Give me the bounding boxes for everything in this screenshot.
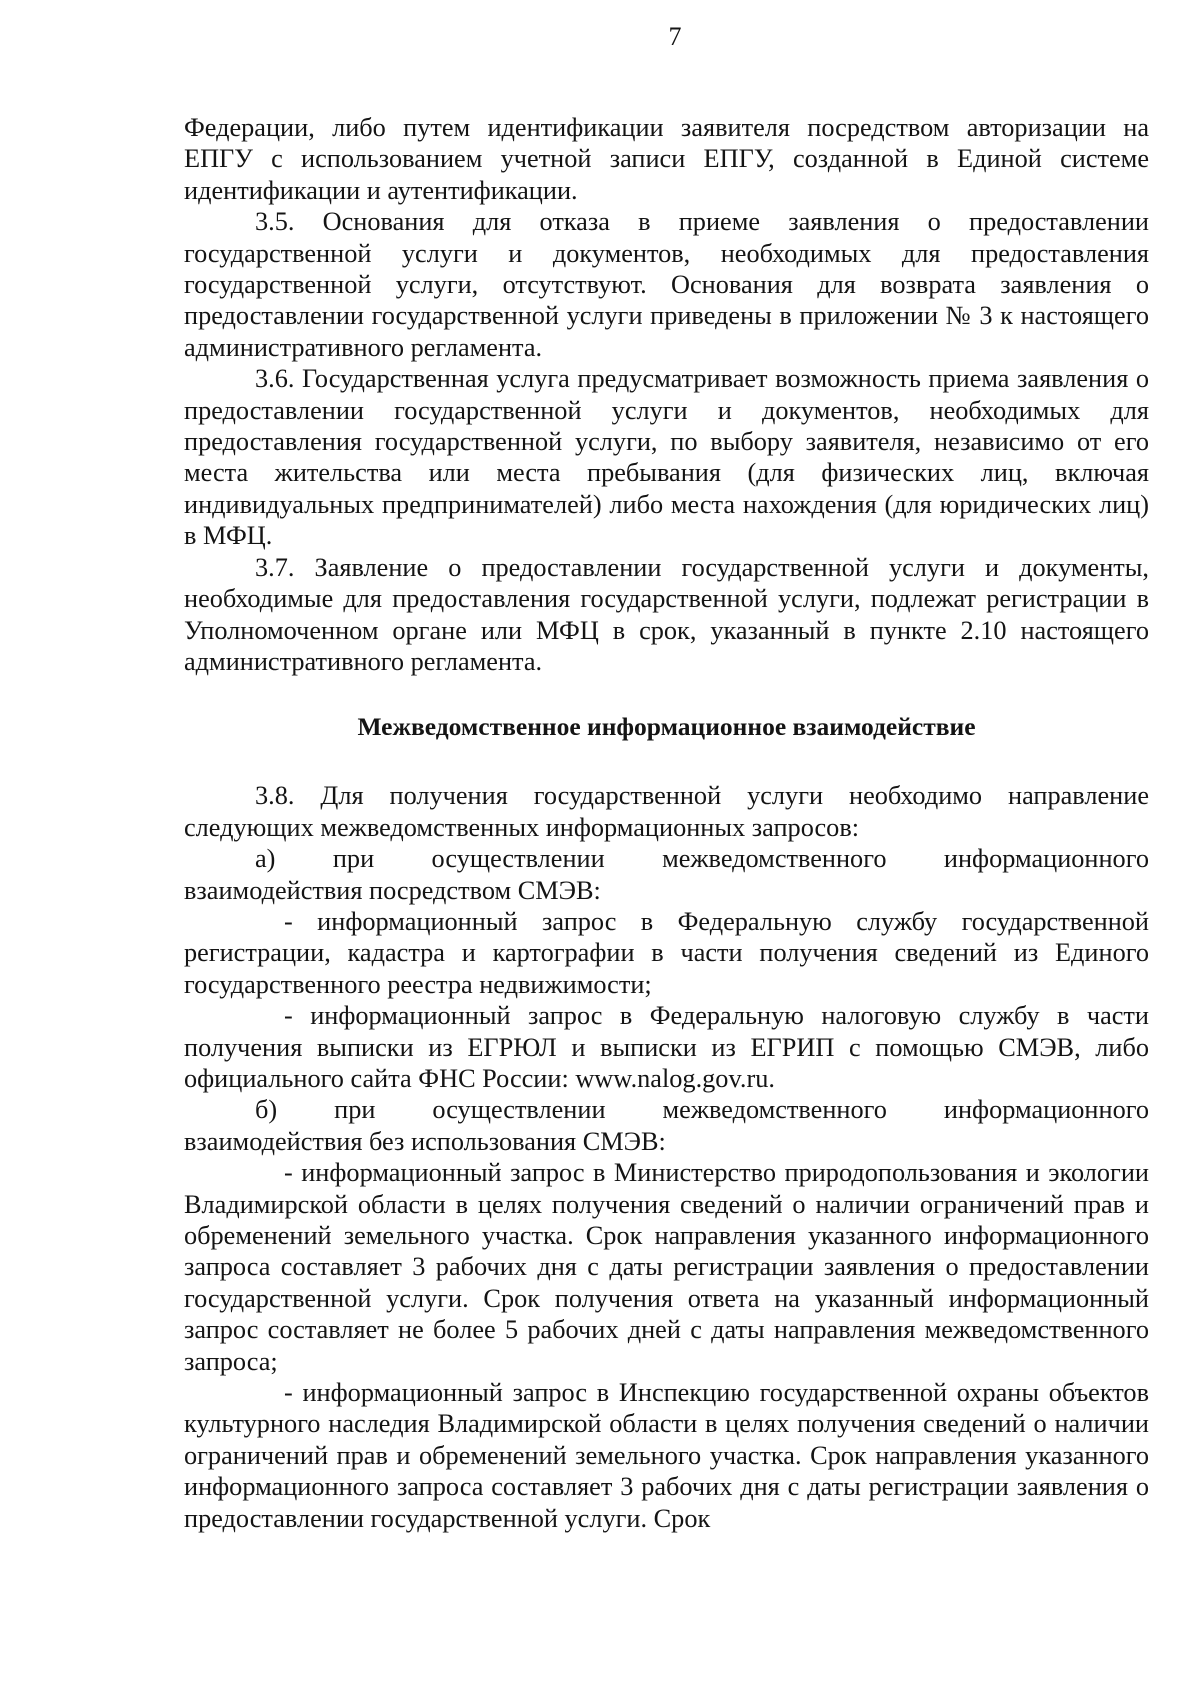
- list-item-ministry: - информационный запрос в Министерство природопользования и экологии Владимирской области в целях получения сведений о наличии ограничений прав и обременений земельного участка. Срок направления указанного информационного запроса составляет 3 рабочих дня с даты регистрации заявления о предоставлении государственной услуги. Срок получения ответа на указанный информационный запрос составляет не более 5 рабочих дней с даты направления межведомственного запроса;: [184, 1158, 1149, 1376]
- paragraph-3-6: 3.6. Государственная услуга предусматривает возможность приема заявления о предоставлении государственной услуги и документов, необходимых для предоставления государственной услуги, по выбору заявителя, независимо от его места жительства или места пребывания (для физических лиц, включая индивидуальных предпринимателей) либо места нахождения (для юридических лиц) в МФЦ.: [184, 364, 1149, 551]
- list-item-fns: - информационный запрос в Федеральную налоговую службу в части получения выписки из ЕГРЮЛ и выписки из ЕГРИП с помощью СМЭВ, либо официального сайта ФНС России: www.nalog.gov.ru.: [184, 1001, 1149, 1093]
- item-a-line1: а) при осуществлении межведомственного информационного: [255, 844, 1149, 874]
- paragraph-3-5: 3.5. Основания для отказа в приеме заявления о предоставлении государственной услуги и документов, необходимых для предоставления государственной услуги, отсутствуют. Основания для возврата заявления о предоставлении государственной услуги приведены в приложении № 3 к настоящего административного регламента.: [184, 207, 1149, 362]
- list-item-rosreestr: - информационный запрос в Федеральную службу государственной регистрации, кадастра и картографии в части получения сведений из Единого государственного реестра недвижимости;: [184, 906, 1149, 999]
- item-a-line2: взаимодействия посредством СМЭВ:: [184, 875, 601, 905]
- item-b-line1: б) при осуществлении межведомственного информационного: [255, 1095, 1149, 1125]
- item-b-line2: взаимодействия без использования СМЭВ:: [184, 1126, 666, 1156]
- paragraph-continuation: Федерации, либо путем идентификации заявителя посредством авторизации на ЕПГУ с использованием учетной записи ЕПГУ, созданной в Единой системе идентификации и аутентификации.: [184, 113, 1149, 205]
- list-item-inspection: - информационный запрос в Инспекцию государственной охраны объектов культурного наследия Владимирской области в целях получения сведений о наличии ограничений прав и обременений земельного участка. Срок направления указанного информационного запроса составляет 3 рабочих дня с даты регистрации заявления о предоставлении государственной услуги. Срок: [184, 1378, 1149, 1533]
- paragraph-3-7: 3.7. Заявление о предоставлении государственной услуги и документы, необходимые для предоставления государственной услуги, подлежат регистрации в Уполномоченном органе или МФЦ в срок, указанный в пункте 2.10 настоящего административного регламента.: [184, 552, 1149, 676]
- document-body: [184, 112, 1149, 1534]
- paragraph-3-8: 3.8. Для получения государственной услуги необходимо направление следующих межведомственных информационных запросов:: [184, 781, 1149, 842]
- section-title: Межведомственное информационное взаимодействие: [357, 712, 976, 742]
- page-number: 7: [668, 22, 682, 51]
